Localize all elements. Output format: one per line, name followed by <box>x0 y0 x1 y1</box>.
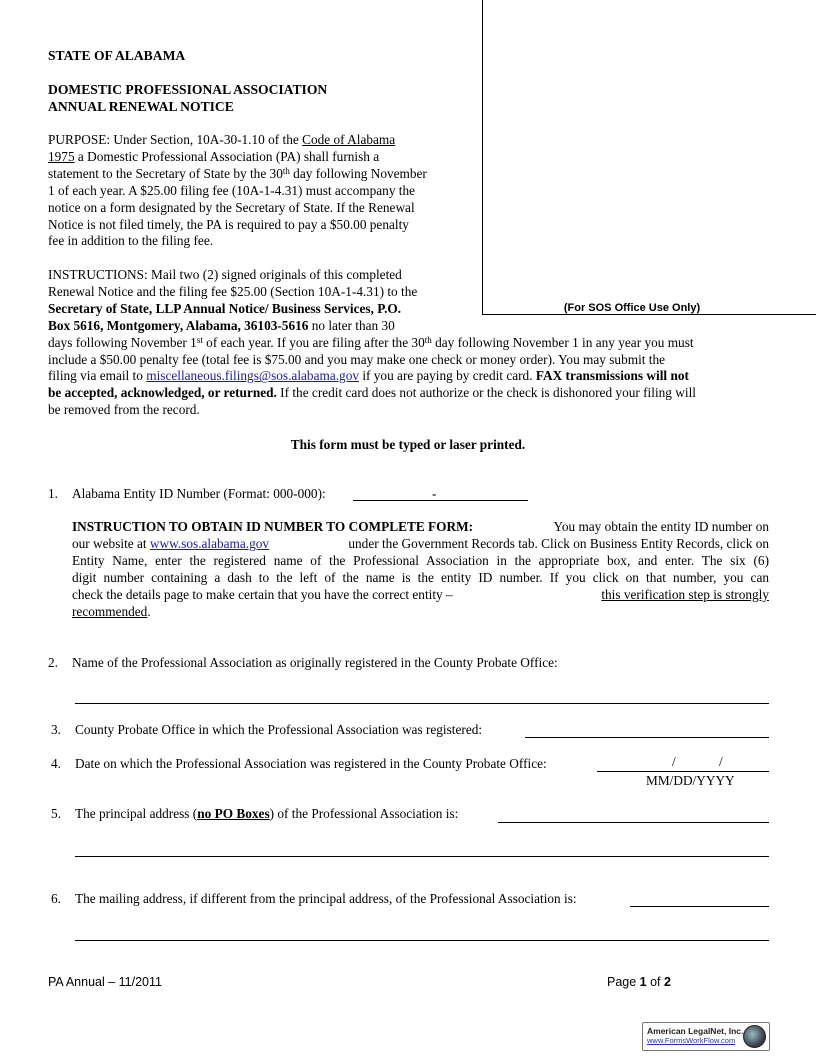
globe-icon <box>743 1025 766 1048</box>
date-format-hint: MM/DD/YYYY <box>646 773 735 788</box>
item-4-label: Date on which the Professional Association was registered in the County Probate Office: <box>75 756 547 771</box>
item-5-number: 5. <box>51 806 61 821</box>
item-3-label: County Probate Office in which the Professional Association was registered: <box>75 722 483 737</box>
typed-notice: This form must be typed or laser printed. <box>290 437 526 452</box>
mailing-address-field-line1[interactable] <box>630 906 769 907</box>
form-title-line2: ANNUAL RENEWAL NOTICE <box>48 99 234 114</box>
item-3-number: 3. <box>51 722 61 737</box>
county-probate-field[interactable] <box>525 737 769 738</box>
item-6-number: 6. <box>51 891 61 906</box>
principal-address-field-line2[interactable] <box>75 856 769 857</box>
item-2-number: 2. <box>48 655 58 670</box>
registration-date-field[interactable] <box>597 771 769 772</box>
principal-address-field-line1[interactable] <box>498 822 769 823</box>
pa-name-field[interactable] <box>75 703 769 704</box>
mailing-address: Secretary of State, LLP Annual Notice/ Business Services, P.O. <box>48 300 402 316</box>
purpose-paragraph: PURPOSE: Under Section, 10A-30-1.10 of the Code of Alabama 1975 a Domestic Professional Association (PA) shall furnish a statement to the Secretary of State by the 30th day following November 1 of each year. A $25.00 filing fee (10A-1-4.31) must accompany the notice on a form designated by the Secretary of State. If the Renewal Notice is not filed timely, the PA is required to pay a $50.00 penalty fee in addition to the filing fee. <box>48 132 427 249</box>
state-heading: STATE OF ALABAMA <box>48 48 186 63</box>
item-6-label: The mailing address, if different from the principal address, of the Professional Association is: <box>75 891 577 906</box>
date-slash-2: / <box>719 754 723 769</box>
sos-website-link[interactable]: www.sos.alabama.gov <box>149 535 270 551</box>
item-4-number: 4. <box>51 756 61 771</box>
form-title-line1: DOMESTIC PROFESSIONAL ASSOCIATION <box>48 82 328 97</box>
item-2-label: Name of the Professional Association as originally registered in the County Probate Office: <box>72 655 558 670</box>
entity-id-field[interactable] <box>353 500 528 501</box>
mailing-address-field-line2[interactable] <box>75 940 769 941</box>
id-instruction-block: INSTRUCTION TO OBTAIN ID NUMBER TO COMPLETE FORM: You may obtain the entity ID number on our website at www.sos.alabama.gov under the Government Records tab. Click on Business Entity Records, click on Entity Name, enter the registered name of the Professional Association in the appropriate box, and enter. The six (6) digit number containing a dash to the left of the name is the entity ID number. If you click on that number, you can check the details page to make certain that you have the correct entity – this verification step is strongly recommended. <box>72 519 769 619</box>
sos-office-use-caption: (For SOS Office Use Only) <box>563 302 701 314</box>
american-legalnet-logo[interactable]: American LegalNet, Inc. www.FormsWorkFlow.com <box>642 1022 770 1051</box>
date-slash-1: / <box>672 754 676 769</box>
item-1-label: Alabama Entity ID Number (Format: 000-000): <box>72 486 326 501</box>
page-number: Page 1 of 2 <box>607 975 671 989</box>
filing-email-link[interactable]: miscellaneous.filings@sos.alabama.gov <box>146 368 359 384</box>
item-5-label: The principal address (no PO Boxes) of the Professional Association is: <box>75 806 459 821</box>
entity-id-dash: - <box>432 486 437 501</box>
code-of-alabama-ref: Code of Alabama <box>302 132 396 147</box>
item-1-number: 1. <box>48 486 58 501</box>
form-id-footer: PA Annual – 11/2011 <box>48 975 162 989</box>
instructions-paragraph: INSTRUCTIONS: Mail two (2) signed originals of this completed Renewal Notice and the filing fee $25.00 (Section 10A-1-4.31) to the Secretary of State, LLP Annual Notice/ Business Services, P.O. Box 5616, Montgomery, Alabama, 36103-5616 no later than 30 days following November 1st of each year. If you are filing after the 30th day following November 1 in any year you must include a $50.00 penalty fee (total fee is $75.00 and you may make one check or money order). You may submit the filing via email to miscellaneous.filings@sos.alabama.gov if you are paying by credit card. FAX transmissions will not be accepted, acknowledged, or returned. If the credit card does not authorize or the check is dishonored your filing will be removed from the record. <box>48 267 778 419</box>
